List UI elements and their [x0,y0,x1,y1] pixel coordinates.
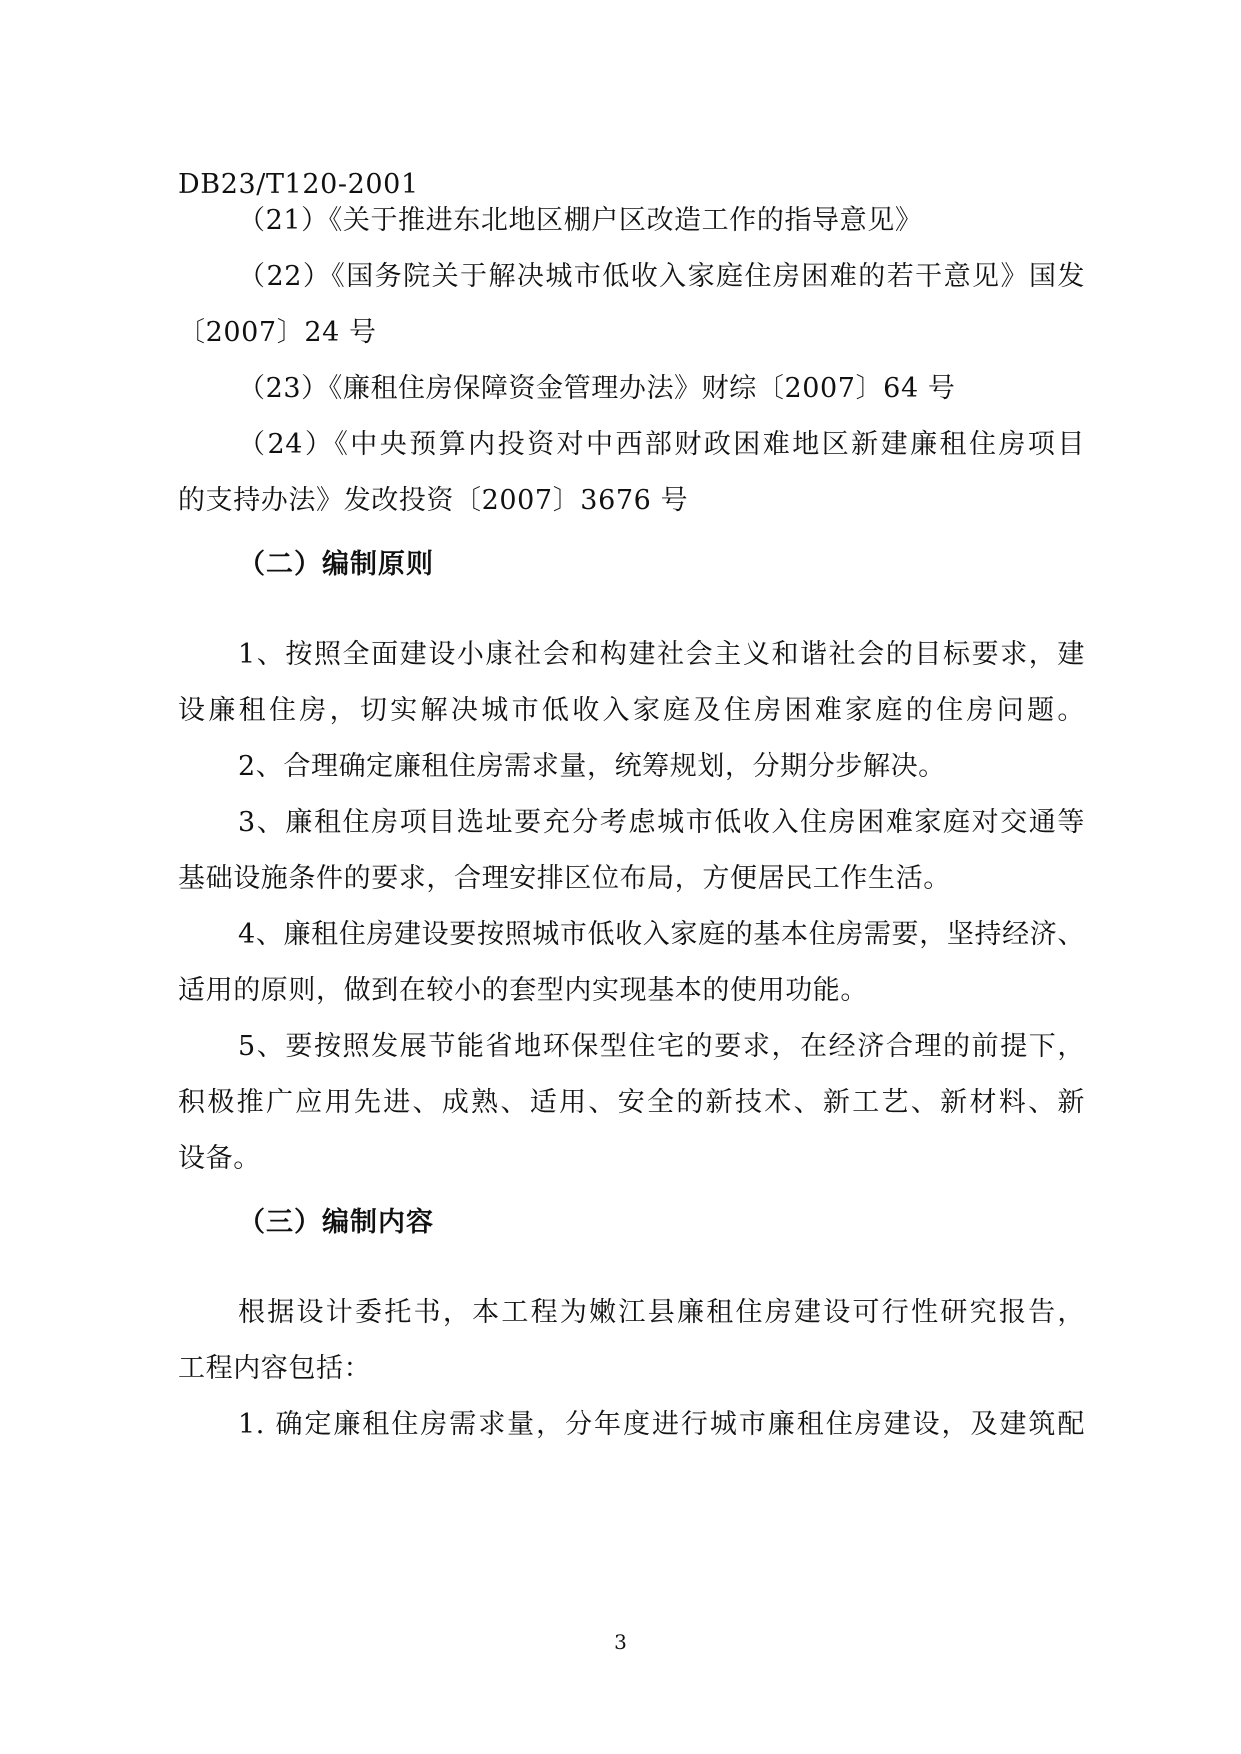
contents-intro-line1: 根据设计委托书，本工程为嫩江县廉租住房建设可行性研究报告， [238,1297,1085,1328]
contents-item-1-line1: 1. 确定廉租住房需求量，分年度进行城市廉租住房建设，及建筑配 [238,1409,1085,1440]
principle-2-line1: 2、合理确定廉租住房需求量，统筹规划，分期分步解决。 [238,751,946,782]
page-number: 3 [614,1630,627,1654]
principle-3-line1: 3、廉租住房项目选址要充分考虑城市低收入住房困难家庭对交通等 [238,807,1085,838]
principle-3-line2: 基础设施条件的要求，合理安排区位布局，方便居民工作生活。 [178,863,951,894]
reference-item-22-line1: （22）《国务院关于解决城市低收入家庭住房困难的若干意见》国发 [238,261,1085,292]
reference-item-24-line1: （24）《中央预算内投资对中西部财政困难地区新建廉租住房项目 [238,429,1085,460]
principle-4-line2: 适用的原则，做到在较小的套型内实现基本的使用功能。 [178,975,868,1006]
section-heading-principles: （二）编制原则 [238,549,434,580]
principle-5-line2: 积极推广应用先进、成熟、适用、安全的新技术、新工艺、新材料、新 [178,1087,1085,1118]
principle-1-line1: 1、按照全面建设小康社会和构建社会主义和谐社会的目标要求，建 [238,639,1085,670]
reference-item-24-line2: 的支持办法》发改投资〔2007〕3676 号 [178,485,689,516]
reference-item-21: （21）《关于推进东北地区棚户区改造工作的指导意见》 [238,205,923,236]
section-heading-contents: （三）编制内容 [238,1207,434,1238]
principle-1-line2: 设廉租住房，切实解决城市低收入家庭及住房困难家庭的住房问题。 [178,695,1085,726]
reference-item-22-line2: 〔2007〕24 号 [178,317,377,348]
principle-5-line1: 5、要按照发展节能省地环保型住宅的要求，在经济合理的前提下， [238,1031,1085,1062]
principle-5-line3: 设备。 [178,1143,261,1174]
standard-reference: DB23/T120-2001 [178,169,419,200]
contents-intro-line2: 工程内容包括： [178,1353,372,1384]
reference-item-23: （23）《廉租住房保障资金管理办法》财综〔2007〕64 号 [238,373,956,404]
principle-4-line1: 4、廉租住房建设要按照城市低收入家庭的基本住房需要，坚持经济、 [238,919,1085,950]
